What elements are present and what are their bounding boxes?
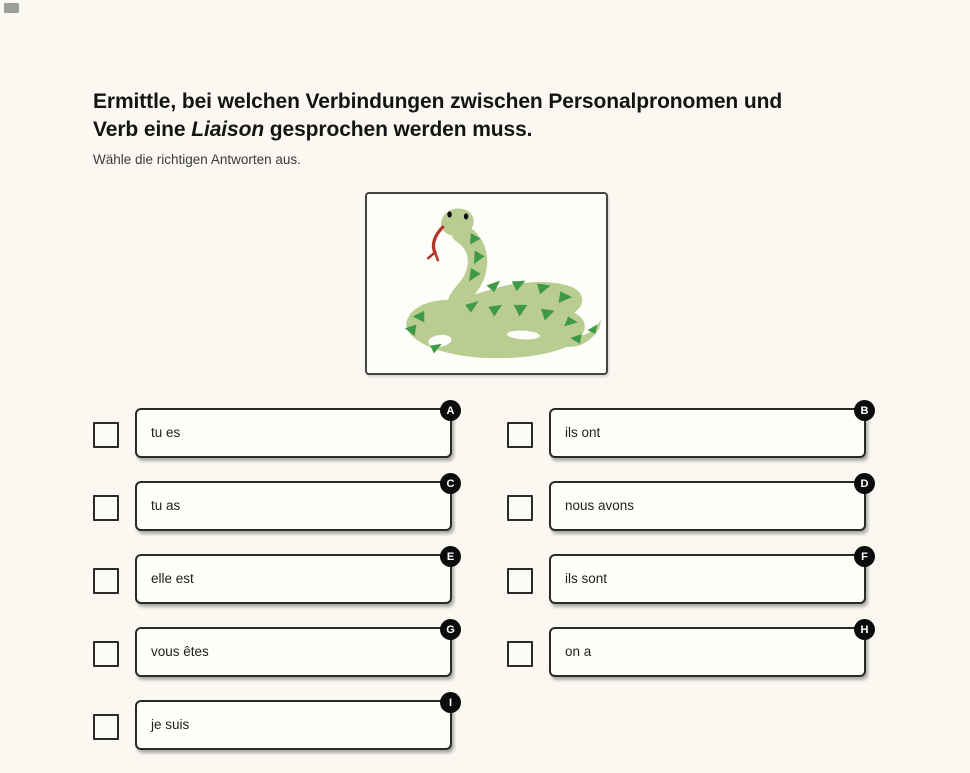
option-h-box[interactable] — [549, 623, 869, 677]
option-c-checkbox[interactable] — [93, 495, 119, 521]
option-b-letter-badge: B — [854, 400, 875, 421]
option-b-checkbox[interactable] — [507, 422, 533, 448]
snake-tongue — [428, 227, 443, 260]
instruction-text: Wähle die richtigen Antworten aus. — [93, 152, 301, 167]
option-d-checkbox[interactable] — [507, 495, 533, 521]
option-b-label: ils ont — [565, 425, 601, 440]
option-d-letter-badge: D — [854, 473, 875, 494]
option-c-box[interactable] — [135, 477, 455, 531]
option-f-label: ils sont — [565, 571, 608, 586]
question-title-line2: Verb eine Liaison gesprochen werden muss. — [93, 118, 533, 141]
option-row — [93, 623, 455, 677]
option-i-label: je suis — [151, 717, 190, 732]
option-b-box[interactable] — [549, 404, 869, 458]
option-row — [93, 477, 455, 531]
snake-illustration-icon — [369, 196, 604, 371]
option-i-box[interactable] — [135, 696, 453, 750]
option-g-label: vous êtes — [151, 644, 209, 659]
option-d-label: nous avons — [565, 498, 635, 513]
option-g-letter-badge: G — [440, 619, 461, 640]
option-row — [507, 623, 869, 677]
option-c-label: tu as — [151, 498, 181, 513]
option-h-letter-badge: H — [854, 619, 875, 640]
option-row — [507, 550, 868, 604]
option-d-box[interactable] — [549, 477, 869, 531]
option-g-box[interactable] — [135, 623, 455, 677]
option-h-checkbox[interactable] — [507, 641, 533, 667]
option-f-checkbox[interactable] — [507, 568, 533, 594]
option-e-box[interactable] — [135, 550, 455, 604]
option-f-box[interactable] — [549, 550, 868, 604]
corner-artifact — [4, 3, 19, 13]
option-e-label: elle est — [151, 571, 194, 586]
question-title-line1: Ermittle, bei welchen Verbindungen zwischen Personalpronomen und — [93, 90, 783, 113]
option-a-checkbox[interactable] — [93, 422, 119, 448]
option-i-checkbox[interactable] — [93, 714, 119, 740]
option-i-letter-badge: I — [440, 692, 461, 713]
option-e-letter-badge: E — [440, 546, 461, 567]
option-c-letter-badge: C — [440, 473, 461, 494]
option-f-letter-badge: F — [854, 546, 875, 567]
option-e-checkbox[interactable] — [93, 568, 119, 594]
option-g-checkbox[interactable] — [93, 641, 119, 667]
option-a-letter-badge: A — [440, 400, 461, 421]
option-row — [93, 696, 453, 750]
illustration-card — [365, 192, 608, 375]
option-a-label: tu es — [151, 425, 181, 440]
option-row — [93, 550, 455, 604]
option-h-label: on a — [565, 644, 592, 659]
option-a-box[interactable] — [135, 404, 455, 458]
option-row — [507, 477, 869, 531]
italic-term: Liaison — [191, 118, 265, 141]
option-row — [93, 404, 455, 458]
question-title — [93, 88, 913, 144]
option-row — [507, 404, 869, 458]
